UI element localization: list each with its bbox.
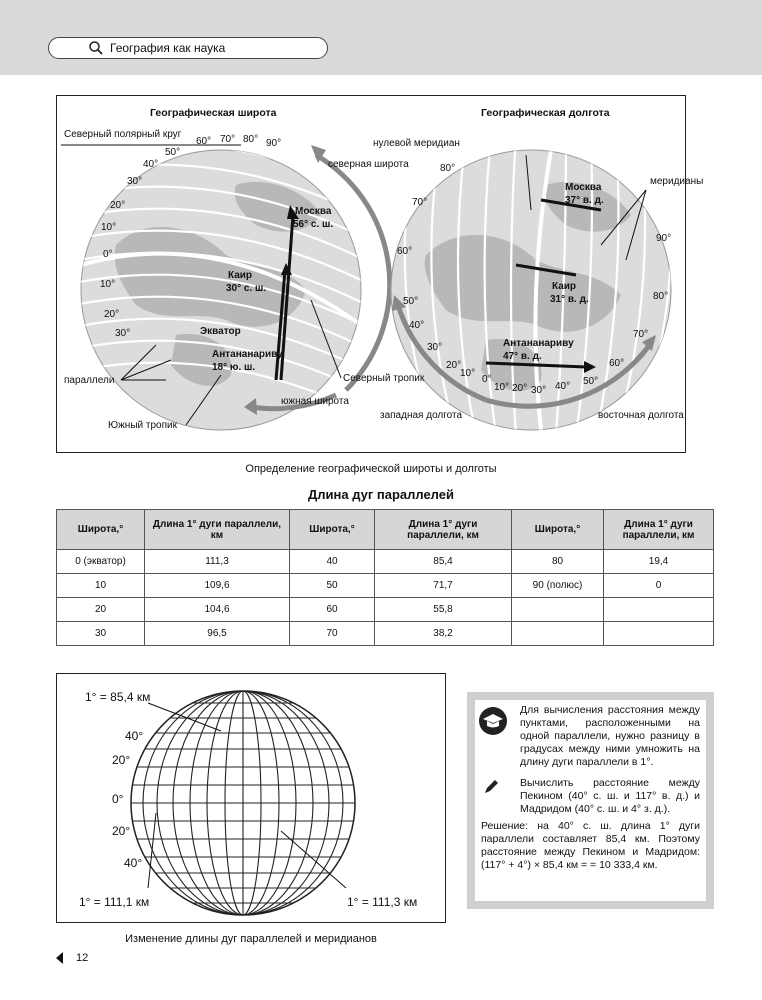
lat-cairo-name: Каир xyxy=(228,270,253,281)
lon-cairo-name: Каир xyxy=(552,281,577,292)
arc-right-label: 1° = 111,3 км xyxy=(347,895,418,909)
lat-deg-80: 80° xyxy=(243,134,259,145)
lon-w-60: 60° xyxy=(397,246,413,257)
lon-w-80: 80° xyxy=(440,163,456,174)
table-row xyxy=(57,550,714,574)
search-icon xyxy=(88,40,104,56)
lat-deg-20: 20° xyxy=(110,200,126,211)
lat-40-s: 40° xyxy=(124,856,143,870)
table-cell xyxy=(604,598,714,622)
table-cell: 111,3 xyxy=(145,550,290,574)
tropic-north-label: Северный тропик xyxy=(343,373,425,384)
table-cell: 30 xyxy=(57,622,145,646)
east-longitude-label: восточная долгота xyxy=(598,410,684,421)
lat-deg-50: 50° xyxy=(165,147,181,158)
col-length-1: Длина 1° дуги параллели, км xyxy=(145,510,290,550)
lat-deg-60: 60° xyxy=(196,136,212,147)
page-arrow-icon xyxy=(56,952,63,964)
lon-e-80: 80° xyxy=(653,291,669,302)
lat-moscow-value: 56° с. ш. xyxy=(293,219,334,230)
north-latitude-label: северная широта xyxy=(328,159,409,170)
arc-caption: Изменение длины дуг параллелей и меридианов xyxy=(125,933,377,945)
graduation-cap-icon xyxy=(478,706,508,736)
page-number: 12 xyxy=(76,952,89,964)
pen-icon xyxy=(482,778,500,796)
meridians-label: меридианы xyxy=(650,176,704,187)
arc-length-table xyxy=(56,509,714,646)
lat-deg-s30: 30° xyxy=(115,328,131,339)
lat-deg-40: 40° xyxy=(143,159,159,170)
info-paragraph-2: Вычислить расстояние между Пекином (40° с. ш. и 117° в. д.) и Мадридом (40° с. ш. и 4° з. д.). xyxy=(520,777,700,815)
table-cell: 90 (полюс) xyxy=(512,574,604,598)
lon-e-70: 70° xyxy=(633,329,649,340)
lon-w-30: 30° xyxy=(427,342,443,353)
lon-e-10: 10° xyxy=(494,382,510,393)
lat-antananarivo-value: 18° ю. ш. xyxy=(212,362,256,373)
parallels-label: параллели xyxy=(64,375,115,386)
lon-e-60: 60° xyxy=(609,358,625,369)
table-cell: 71,7 xyxy=(375,574,512,598)
col-length-2: Длина 1° дуги параллели, км xyxy=(375,510,512,550)
latitude-title: Географическая широта xyxy=(150,107,277,119)
lon-e-30: 30° xyxy=(531,385,547,396)
col-latitude-1: Широта,° xyxy=(57,510,145,550)
section-title: География как наука xyxy=(110,41,226,55)
arctic-circle-label: Северный полярный круг xyxy=(64,129,182,140)
table-cell: 40 xyxy=(290,550,375,574)
lat-40-n: 40° xyxy=(125,729,144,743)
lon-w-20: 20° xyxy=(446,360,462,371)
lat-deg-30: 30° xyxy=(127,176,143,187)
arc-top-label: 1° = 85,4 км xyxy=(85,690,151,704)
lat-20-s: 20° xyxy=(112,824,131,838)
equator-label: Экватор xyxy=(200,326,241,337)
south-latitude-label: южная широта xyxy=(281,396,349,407)
lat-20-n: 20° xyxy=(112,753,131,767)
longitude-title: Географическая долгота xyxy=(481,107,610,119)
table-row xyxy=(57,598,714,622)
lat-0: 0° xyxy=(112,792,124,806)
table-cell: 0 xyxy=(604,574,714,598)
table-cell: 96,5 xyxy=(145,622,290,646)
table-header-row xyxy=(57,510,714,550)
lon-0: 0° xyxy=(482,374,492,385)
table-cell: 85,4 xyxy=(375,550,512,574)
arc-left-label: 1° = 111,1 км xyxy=(79,895,150,909)
lat-moscow-name: Москва xyxy=(295,206,332,217)
lon-e-50: 50° xyxy=(583,376,599,387)
table-cell: 10 xyxy=(57,574,145,598)
prime-meridian-label: нулевой меридиан xyxy=(373,138,460,149)
lat-cairo-value: 30° с. ш. xyxy=(226,283,267,294)
table-row xyxy=(57,622,714,646)
lon-antananarivo-name: Антананариву xyxy=(503,338,574,349)
lon-e-20: 20° xyxy=(512,383,528,394)
table-cell: 104,6 xyxy=(145,598,290,622)
info-paragraph-1: Для вычисления расстояния между пунктами, расположенными на одной параллели, нужно разницу в градусах между ними умножить на длину дуги параллели в 1°. xyxy=(520,704,700,768)
table-title: Длина дуг параллелей xyxy=(307,487,454,502)
lon-e-40: 40° xyxy=(555,381,571,392)
table-cell: 50 xyxy=(290,574,375,598)
lon-w-70: 70° xyxy=(412,197,428,208)
lon-e-90: 90° xyxy=(656,233,672,244)
col-latitude-2: Широта,° xyxy=(290,510,375,550)
lat-deg-0: 0° xyxy=(103,249,113,260)
lat-deg-10: 10° xyxy=(101,222,117,233)
table-cell: 19,4 xyxy=(604,550,714,574)
table-cell: 55,8 xyxy=(375,598,512,622)
globes-illustration xyxy=(56,95,686,453)
table-cell xyxy=(604,622,714,646)
table-cell: 0 (экватор) xyxy=(57,550,145,574)
table-cell: 80 xyxy=(512,550,604,574)
table-cell: 38,2 xyxy=(375,622,512,646)
lon-antananarivo-value: 47° в. д. xyxy=(503,351,542,362)
lon-cairo-value: 31° в. д. xyxy=(550,294,589,305)
info-paragraph-3: Решение: на 40° с. ш. длина 1° дуги параллели составляет 85,4 км. Поэтому расстояние между Пекином и Мадридом: (117° + 4°) × 85,4 км = = 10 333,4 км. xyxy=(481,820,700,871)
col-latitude-3: Широта,° xyxy=(512,510,604,550)
lat-deg-s10: 10° xyxy=(100,279,116,290)
lat-deg-s20: 20° xyxy=(104,309,120,320)
table-cell: 70 xyxy=(290,622,375,646)
table-cell xyxy=(512,622,604,646)
table-row xyxy=(57,574,714,598)
lat-deg-70: 70° xyxy=(220,134,236,145)
table-cell: 109,6 xyxy=(145,574,290,598)
table-cell: 20 xyxy=(57,598,145,622)
west-longitude-label: западная долгота xyxy=(380,410,463,421)
lon-moscow-value: 37° в. д. xyxy=(565,195,604,206)
col-length-3: Длина 1° дуги параллели, км xyxy=(604,510,714,550)
lat-deg-90: 90° xyxy=(266,138,282,149)
lat-antananarivo-name: Антананариву xyxy=(212,349,283,360)
table-cell xyxy=(512,598,604,622)
table-cell: 60 xyxy=(290,598,375,622)
globes-caption: Определение географической широты и долготы xyxy=(245,463,497,475)
lon-w-10: 10° xyxy=(460,368,476,379)
lon-w-50: 50° xyxy=(403,296,419,307)
lon-moscow-name: Москва xyxy=(565,182,602,193)
tropic-south-label: Южный тропик xyxy=(108,420,177,431)
lon-w-40: 40° xyxy=(409,320,425,331)
